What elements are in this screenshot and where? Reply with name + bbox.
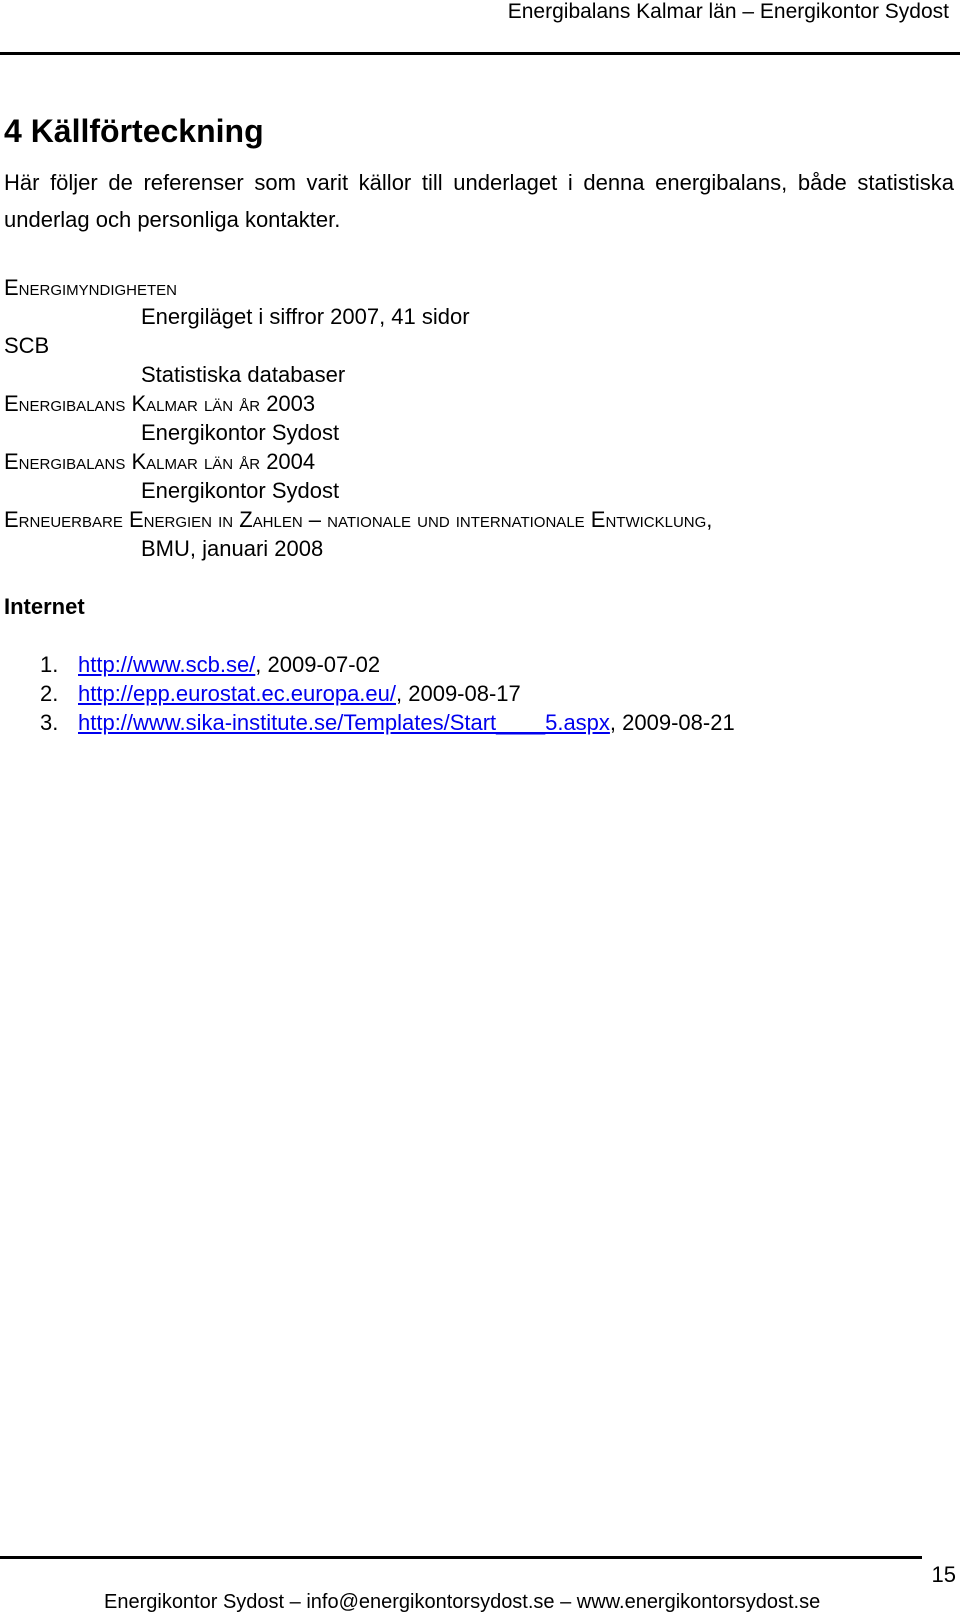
list-number: 2. <box>40 681 59 706</box>
list-number: 1. <box>40 652 59 677</box>
list-number: 3. <box>40 710 59 735</box>
page-content <box>4 107 954 753</box>
reference-detail: Energikontor Sydost <box>141 478 340 503</box>
reference-title: Energibalans Kalmar län år 2004 <box>4 449 316 474</box>
access-date: , 2009-07-02 <box>255 652 381 677</box>
reference-item <box>4 273 954 331</box>
access-date: , 2009-08-17 <box>396 681 521 706</box>
reference-detail: Energikontor Sydost <box>141 420 340 445</box>
reference-item <box>4 389 954 447</box>
footer-contact: Energikontor Sydost – info@energikontorsydost.se – www.energikontorsydost.se <box>104 1591 821 1613</box>
reference-detail: Energiläget i siffror 2007, 41 sidor <box>141 304 470 329</box>
header-rule <box>0 52 960 55</box>
page-header <box>0 0 960 56</box>
source-link[interactable]: http://www.scb.se/ <box>78 652 256 677</box>
reference-title: Energibalans Kalmar län år 2003 <box>4 391 316 416</box>
reference-list <box>4 273 954 563</box>
reference-title: Erneuerbare Energien in Zahlen – nationale und internationale Entwicklung, <box>4 507 713 532</box>
reference-title: SCB <box>4 333 50 358</box>
reference-item <box>4 505 954 563</box>
source-link[interactable]: http://www.sika-institute.se/Templates/Start____5.aspx <box>78 710 610 735</box>
footer-rule <box>0 1556 922 1559</box>
reference-item <box>4 447 954 505</box>
access-date: , 2009-08-21 <box>609 710 735 735</box>
link-list <box>4 650 954 737</box>
intro-paragraph: Här följer de referenser som varit källor till underlaget i denna energibalans, både statistiska underlag och personliga kontakter. <box>4 170 954 232</box>
reference-title: Energimyndigheten <box>4 275 178 300</box>
list-item <box>4 708 954 737</box>
reference-item <box>4 331 954 389</box>
source-link[interactable]: http://epp.eurostat.ec.europa.eu/ <box>78 681 397 706</box>
reference-detail: BMU, januari 2008 <box>141 536 324 561</box>
section-heading: 4 Källförteckning <box>4 113 264 149</box>
list-item <box>4 679 954 708</box>
internet-heading: Internet <box>4 594 85 619</box>
reference-detail: Statistiska databaser <box>141 362 346 387</box>
header-title: Energibalans Kalmar län – Energikontor Sydost <box>507 0 949 23</box>
list-item <box>4 650 954 679</box>
page-number: 15 <box>931 1562 956 1587</box>
